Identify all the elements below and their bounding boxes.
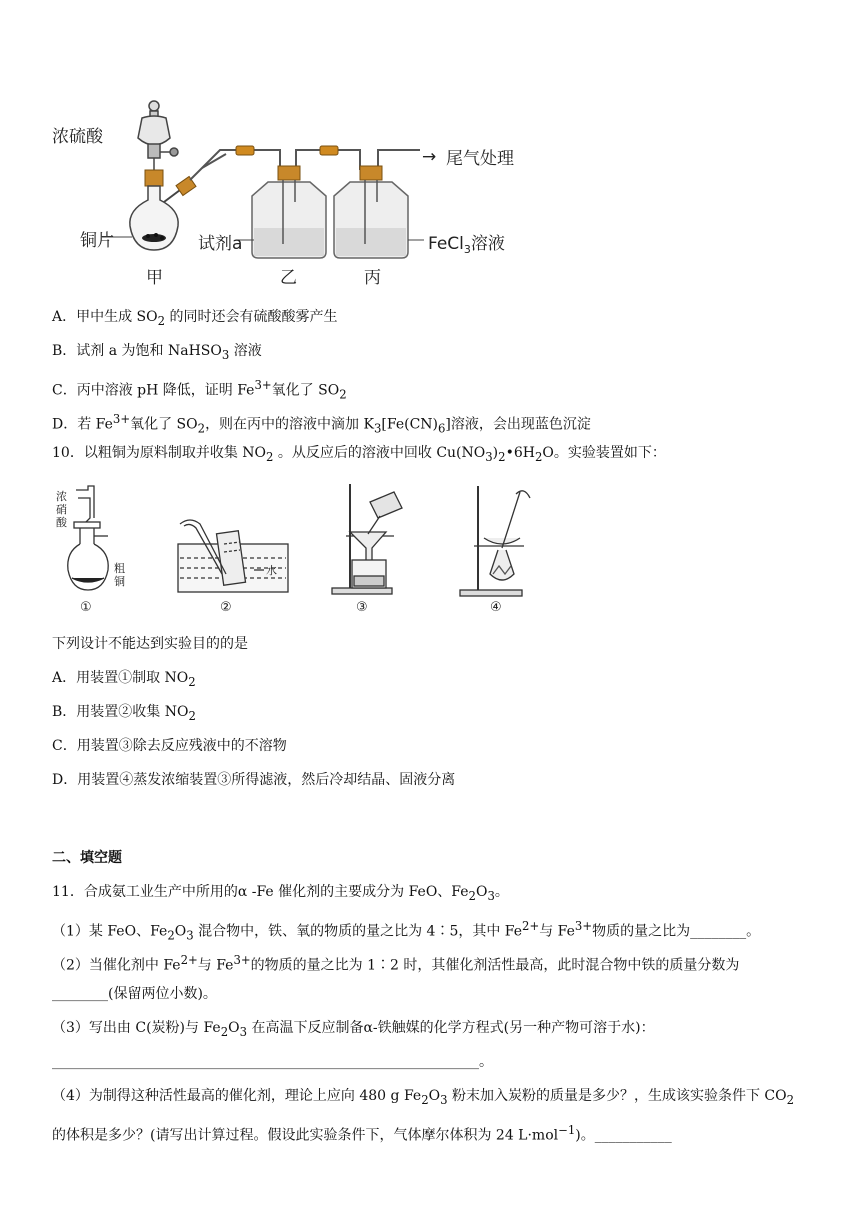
gas-washing-bottle-bing bbox=[334, 166, 408, 258]
apparatus-2 bbox=[178, 520, 288, 592]
label-device-3: ③ bbox=[356, 600, 368, 615]
label-copper-sheet: 铜片 bbox=[80, 231, 114, 251]
so2-apparatus-figure bbox=[40, 92, 540, 292]
label-acid: 酸 bbox=[56, 516, 67, 529]
no2-apparatus-figure bbox=[50, 478, 550, 618]
rubber-connector bbox=[320, 146, 338, 155]
q11-stem: 11．合成氨工业生产中所用的α -Fe 催化剂的主要成分为 FeO、$Fe_2O_3$。 bbox=[52, 884, 509, 903]
label-nitric: 硝 bbox=[56, 503, 67, 516]
q11-sub3: （3）写出由 C(炭粉)与 $Fe_2O_3$ 在高温下反应制备α-铁触媒的化学方程式(另一种产物可溶于水)： bbox=[52, 1020, 655, 1039]
q9-option-a: A．甲中生成 $SO_2$ 的同时还会有硫酸酸雾产生 bbox=[52, 309, 338, 328]
apparatus-1 bbox=[68, 486, 108, 590]
q10-option-d: D．用装置④蒸发浓缩装置③所得滤液，然后冷却结晶、固液分离 bbox=[52, 772, 456, 788]
label-conc-sulfuric-acid: 浓硫酸 bbox=[52, 127, 103, 147]
q9-option-b: B．试剂 a 为饱和 NaHSO$_3$ 溶液 bbox=[52, 343, 262, 362]
q9-option-c: C．丙中溶液 pH 降低，证明 $Fe^{3+}$氧化了 $SO_2$ bbox=[52, 378, 347, 402]
q10-option-a: A．用装置①制取 $NO_2$ bbox=[52, 670, 196, 689]
label-jia: 甲 bbox=[146, 268, 163, 288]
label-reagent-a: 试剂a bbox=[198, 234, 243, 254]
section-title: 二、填空题 bbox=[52, 850, 122, 866]
label-yi: 乙 bbox=[280, 268, 297, 288]
q11-sub4-cont: 的体积是多少？(请写出计算过程。假设此实验条件下，气体摩尔体积为 24 L·mol$^{-1}$)。___________ bbox=[52, 1123, 672, 1144]
q10-option-b: B．用装置②收集 $NO_2$ bbox=[52, 704, 196, 723]
rubber-connector bbox=[236, 146, 254, 155]
q11-sub3-answer: _____________________________________________________________。 bbox=[52, 1054, 493, 1070]
q11-sub2-answer: ________(保留两位小数)。 bbox=[52, 986, 217, 1002]
label-fecl3-solution: FeCl$_3$溶液 bbox=[428, 234, 505, 256]
label-bing: 丙 bbox=[364, 268, 381, 288]
q11-sub1: （1）某 FeO、$Fe_2O_3$ 混合物中，铁、氧的物质的量之比为 4∶5，其中 $Fe^{2+}$与 $Fe^{3+}$物质的量之比为________。 bbox=[52, 919, 761, 943]
q10-question: 下列设计不能达到实验目的的是 bbox=[52, 636, 248, 652]
gas-washing-bottle-yi bbox=[252, 166, 326, 258]
q11-sub2: （2）当催化剂中 $Fe^{2+}$与 $Fe^{3+}$的物质的量之比为 1∶2 时，其催化剂活性最高，此时混合物中铁的质量分数为 bbox=[52, 953, 740, 974]
label-crude: 粗 bbox=[114, 562, 125, 575]
label-tail-gas: 尾气处理 bbox=[446, 149, 514, 169]
arrow-icon: → bbox=[422, 147, 437, 167]
label-conc: 浓 bbox=[56, 490, 67, 503]
q9-option-d: D．若 $Fe^{3+}$氧化了 $SO_2$，则在丙中的溶液中滴加 $K_3[Fe(CN)_6]$溶液，会出现蓝色沉淀 bbox=[52, 412, 591, 436]
label-water: 水 bbox=[266, 564, 277, 577]
apparatus-4 bbox=[460, 486, 530, 596]
q10-stem: 10．以粗铜为原料制取并收集 $NO_2$ 。从反应后的溶液中回收 $Cu(NO_3)_2•6H_2O$。实验装置如下： bbox=[52, 445, 666, 464]
apparatus-3 bbox=[332, 484, 402, 594]
q11-sub4: （4）为制得这种活性最高的催化剂，理论上应向 480 g $Fe_2O_3$ 粉末加入炭粉的质量是多少？，生成该实验条件下 $CO_2$ bbox=[52, 1088, 795, 1107]
connecting-tubes bbox=[190, 150, 420, 180]
label-device-1: ① bbox=[80, 600, 92, 615]
label-device-4: ④ bbox=[490, 600, 502, 615]
label-device-2: ② bbox=[220, 600, 232, 615]
round-bottom-flask bbox=[130, 170, 196, 250]
q10-option-c: C．用装置③除去反应残液中的不溶物 bbox=[52, 738, 287, 754]
label-copper: 铜 bbox=[114, 575, 125, 588]
